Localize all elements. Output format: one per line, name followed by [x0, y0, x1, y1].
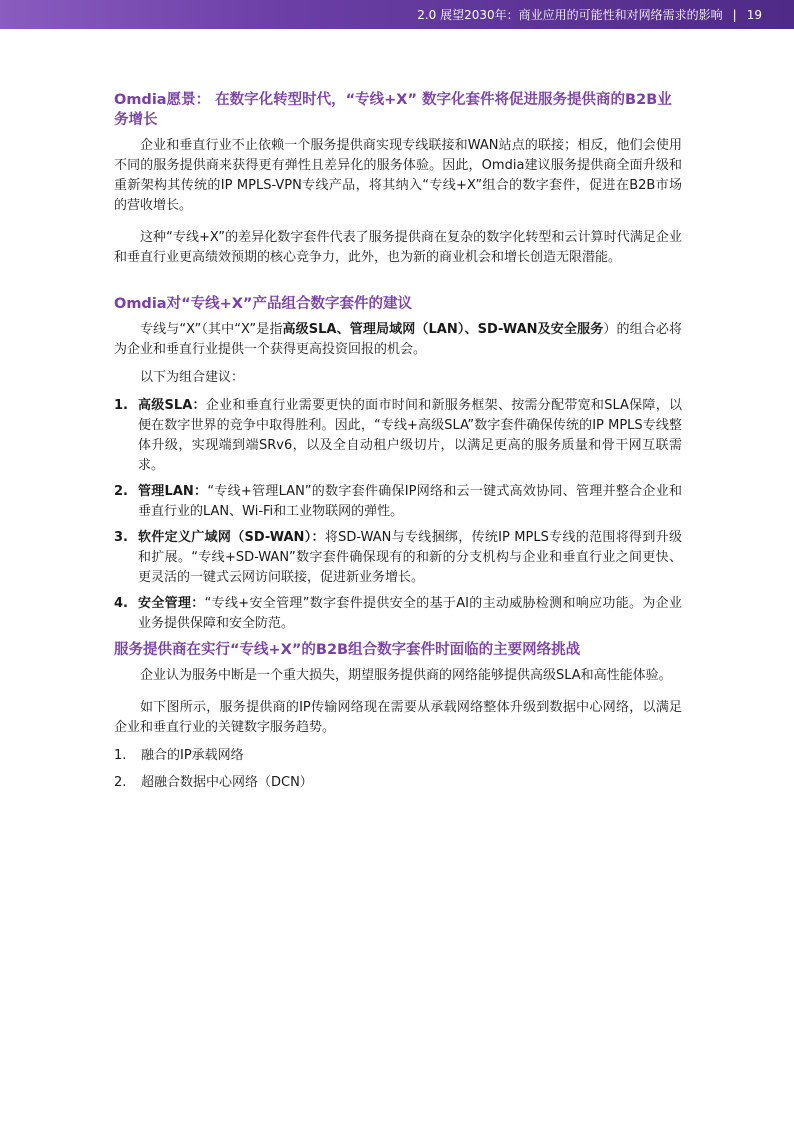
list-term: 管理LAN：	[138, 484, 208, 499]
list-item	[114, 528, 682, 588]
list-item	[114, 396, 682, 476]
list-number: 1.	[114, 398, 128, 413]
list-text: 超融合数据中心网络（DCN）	[141, 775, 313, 790]
list-number: 4.	[114, 596, 128, 611]
list-item	[114, 594, 682, 634]
network-list	[114, 746, 682, 793]
list-item	[114, 746, 682, 766]
page-number: 19	[746, 7, 762, 22]
paragraph: 这种“专线+X”的差异化数字套件代表了服务提供商在复杂的数字化转型和云计算时代满足企业和垂直行业更高绩效预期的核心竞争力，此外，也为新的商业机会和增长创造无限潜能。	[114, 230, 682, 265]
section-heading-recommendations: Omdia对“专线+X”产品组合数字套件的建议	[114, 296, 412, 312]
text-run: ）的组合必将为企业和垂直行业提供一个获得更高投资回报的机会。	[114, 322, 682, 357]
list-term: 安全管理：	[138, 596, 205, 611]
list-text: 融合的IP承载网络	[141, 748, 244, 763]
list-term: 软件定义广域网（SD-WAN）：	[138, 530, 325, 545]
list-item	[114, 482, 682, 522]
list-text: “专线+安全管理”数字套件提供安全的基于AI的主动威胁检测和响应功能。为企业业务提供保障和安全防范。	[138, 596, 682, 631]
paragraph: 企业和垂直行业不止依赖一个服务提供商实现专线联接和WAN站点的联接；相反，他们会使用不同的服务提供商来获得更有弹性且差异化的服务体验。因此，Omdia建议服务提供商全面升级和重新架构其传统的IP MPLS-VPN专线产品，将其纳入“专线+X”组合的数字套件，促进在B2B市场的营收增长。	[114, 138, 682, 213]
list-number: 2.	[114, 775, 127, 790]
recommendation-list	[114, 396, 682, 634]
list-item	[114, 773, 682, 793]
paragraph: 以下为组合建议：	[140, 370, 245, 385]
section-heading-challenges: 服务提供商在实行“专线+X”的B2B组合数字套件时面临的主要网络挑战	[114, 642, 581, 658]
paragraph	[114, 320, 682, 360]
list-text: “专线+管理LAN”的数字套件确保IP网络和云一键式高效协同、管理并整合企业和垂直行业的LAN、Wi-Fi和工业物联网的弹性。	[138, 484, 682, 519]
list-text: 企业和垂直行业需要更快的面市时间和新服务框架、按需分配带宽和SLA保障，以便在数字世界的竞争中取得胜利。因此，“专线+高级SLA”数字套件确保传统的IP MPLS专线整体升级，实现端到端SRv6，以及全自动租户级切片，以满足更高的服务质量和骨干网互联需求。	[138, 398, 682, 473]
paragraph: 企业认为服务中断是一个重大损失，期望服务提供商的网络能够提供高级SLA和高性能体验。	[140, 668, 672, 683]
bold-text-run: 高级SLA、管理局域网（LAN）、SD-WAN及安全服务	[282, 322, 604, 337]
text-run: 专线与“X”（其中“X”是指	[140, 322, 283, 337]
list-term: 高级SLA：	[138, 398, 206, 413]
list-text: 将SD-WAN与专线捆绑，传统IP MPLS专线的范围将得到升级和扩展。“专线+SD-WAN”数字套件确保现有的和新的分支机构与企业和垂直行业之间更快、更灵活的一键式云网访问联接，促进新业务增长。	[138, 530, 682, 585]
header-title: 2.0 展望2030年：商业应用的可能性和对网络需求的影响	[417, 8, 723, 22]
header-separator: |	[732, 7, 737, 22]
list-number: 2.	[114, 484, 128, 499]
list-number: 1.	[114, 748, 127, 763]
list-number: 3.	[114, 530, 128, 545]
page-body	[114, 90, 682, 800]
section-heading-vision: Omdia愿景： 在数字化转型时代，“专线+X” 数字化套件将促进服务提供商的B2B业务增长	[114, 92, 672, 128]
page-header-bar	[0, 0, 794, 29]
paragraph: 如下图所示，服务提供商的IP传输网络现在需要从承载网络整体升级到数据中心网络，以满足企业和垂直行业的关键数字服务趋势。	[114, 700, 682, 735]
